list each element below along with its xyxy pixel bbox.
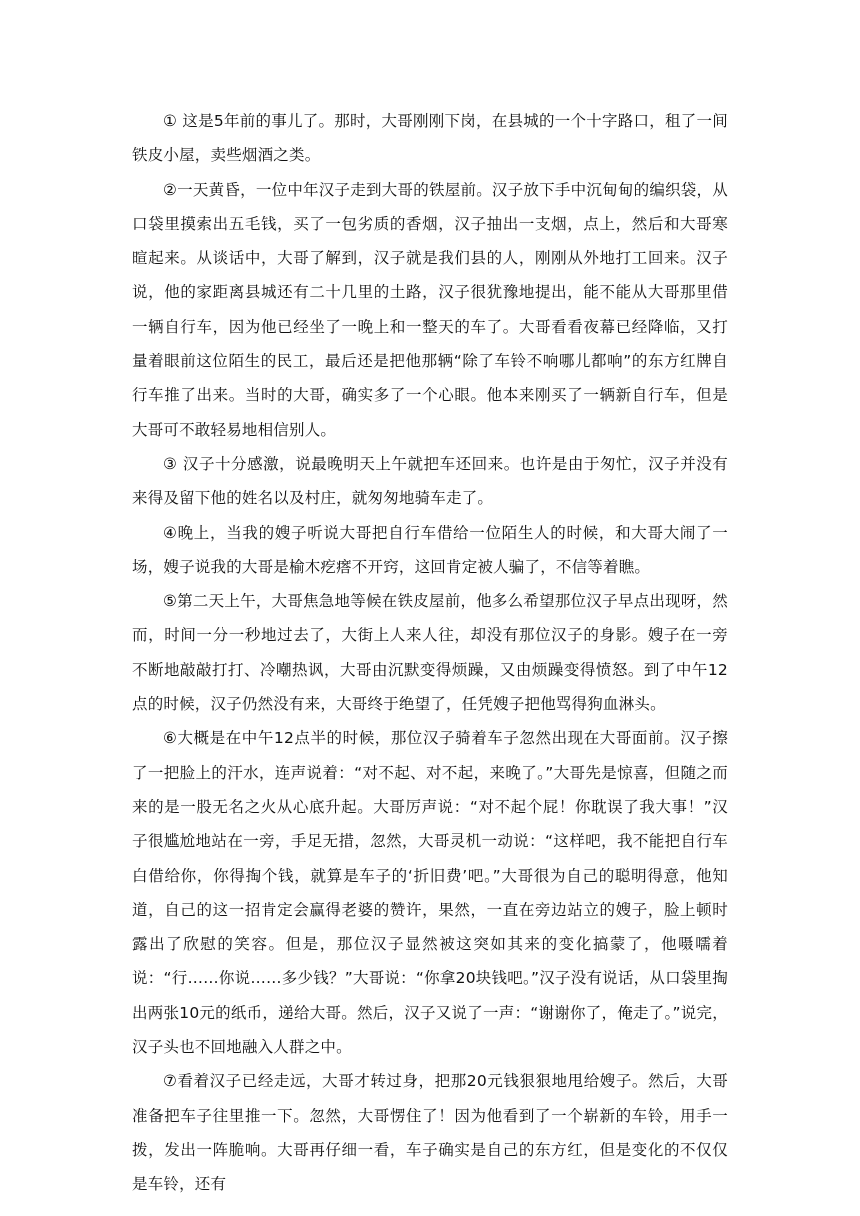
paragraph-1: ① 这是5年前的事儿了。那时，大哥刚刚下岗，在县城的一个十字路口，租了一间铁皮小屋，卖些烟酒之类。: [132, 112, 728, 165]
paragraph-4: ④晚上，当我的嫂子听说大哥把自行车借给一位陌生人的时候，和大哥大闹了一场，嫂子说我的大哥是榆木疙瘩不开窍，这回肯定被人骗了，不信等着瞧。: [132, 523, 728, 576]
paragraph-3: ③ 汉子十分感激，说最晚明天上午就把车还回来。也许是由于匆忙，汉子并没有来得及留下他的姓名以及村庄，就匆匆地骑车走了。: [132, 454, 728, 508]
paragraph-2: ②一天黄昏，一位中年汉子走到大哥的铁屋前。汉子放下手中沉甸甸的编织袋，从口袋里摸索出五毛钱，买了一包劣质的香烟，汉子抽出一支烟，点上，然后和大哥寒暄起来。从谈话中，大哥了解到，汉子就是我们县的人，刚刚从外地打工回来。汉子说，他的家距离县城还有二十几里的土路，汉子很犹豫地提出，能不能从大哥那里借一辆自行车，因为他已经坐了一晚上和一整天的车了。大哥看看夜幕已经降临，又打量着眼前这位陌生的民工，最后还是把他那辆“除了车铃不响哪儿都响”的东方红牌自行车推了出来。当时的大哥，确实多了一个心眼。他本来刚买了一辆新自行车，但是大哥可不敢轻易地相信别人。: [132, 180, 728, 439]
paragraph-6: ⑥大概是在中午12点半的时候，那位汉子骑着车子忽然出现在大哥面前。汉子擦了一把脸上的汗水，连声说着：“对不起、对不起，来晚了。”大哥先是惊喜，但随之而来的是一股无名之火从心底升起。大哥厉声说：“对不起个屁！你耽误了我大事！”汉子很尴尬地站在一旁，手足无措，忽然，大哥灵机一动说：“这样吧，我不能把自行车白借给你，你得掏个钱，就算是车子的‘折旧费’吧。”大哥很为自己的聪明得意，他知道，自己的这一招肯定会赢得老婆的赞许，果然，一直在旁边站立的嫂子，脸上顿时露出了欣慰的笑容。但是，那位汉子显然被这突如其来的变化搞蒙了，他嗫嚅着说：“行……你说……多少钱？”大哥说：“你拿20块钱吧。”汉子没有说话，从口袋里掏出两张10元的纸币，递给大哥。然后，汉子又说了一声：“谢谢你了，俺走了。”说完，汉子头也不回地融入人群之中。: [132, 729, 728, 1057]
paragraph-5: ⑤第二天上午，大哥焦急地等候在铁皮屋前，他多么希望那位汉子早点出现呀，然而，时间一分一秒地过去了，大街上人来人往，却没有那位汉子的身影。嫂子在一旁不断地敲敲打打、冷嘲热讽，大哥由沉默变得烦躁，又由烦躁变得愤怒。到了中午12点的时候，汉子仍然没有来，大哥终于绝望了，任凭嫂子把他骂得狗血淋头。: [132, 592, 728, 714]
document-body: [132, 104, 728, 1202]
paragraph-7: ⑦看着汉子已经走远，大哥才转过身，把那20元钱狠狠地甩给嫂子。然后，大哥准备把车子往里推一下。忽然，大哥愣住了！因为他看到了一个崭新的车铃，用手一拨，发出一阵脆响。大哥再仔细一看，车子确实是自己的东方红，但是变化的不仅仅是车铃，还有: [132, 1072, 728, 1194]
